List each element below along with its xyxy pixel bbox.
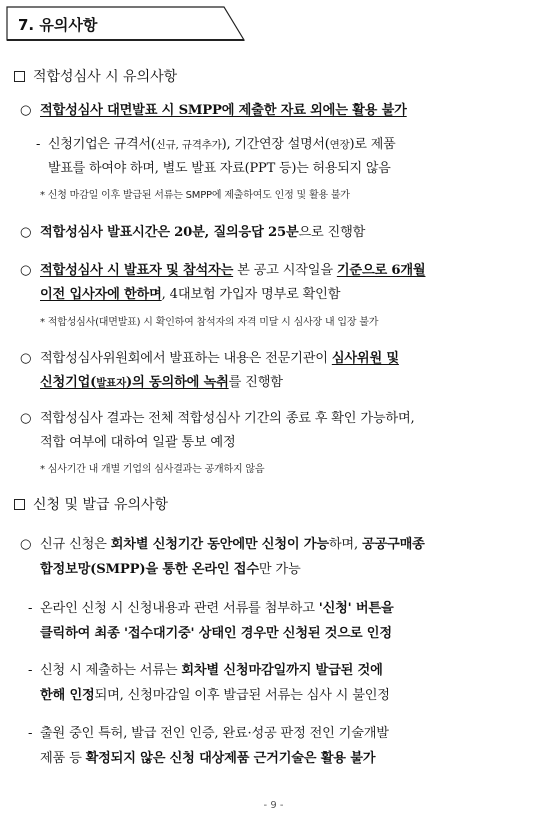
text: 신규, 규격추가 [155, 139, 222, 151]
text: 발표자 [96, 377, 127, 389]
circle-bullet-icon: ○ [20, 351, 32, 366]
sub2-dash2-line1 [28, 659, 383, 678]
sub2-dash3-line2 [40, 747, 375, 766]
square-bullet-icon [14, 71, 25, 82]
text: 신청 시 제출하는 서류는 [40, 663, 182, 678]
item5-note: * 심사기간 내 개별 기업의 심사결과는 공개하지 않음 [40, 464, 265, 475]
text: 출원 중인 특허, 발급 전인 인증, 완료·성공 판정 전인 기술개발 [40, 726, 389, 741]
text: 회차별 신청기간 동안에만 신청이 가능 [110, 537, 329, 552]
item4-line2 [40, 371, 283, 390]
item5-line2: 적합 여부에 대하여 일괄 통보 예정 [40, 435, 236, 450]
sub2-dash1-line1 [28, 597, 394, 616]
text: 온라인 신청 시 신청내용과 관련 서류를 첨부하고 [40, 601, 319, 616]
text: 신청기업은 규격서( [48, 137, 156, 152]
square-bullet-icon [14, 499, 25, 510]
text: 적합성심사 결과는 전체 적합성심사 기간의 종료 후 확인 가능하며, [40, 411, 415, 426]
text: 심사위원 및 [331, 351, 399, 366]
item1-detail-line1 [36, 133, 395, 152]
text: 신규 신청은 [40, 537, 111, 552]
item4-line1 [20, 347, 399, 366]
text: 제품 등 [40, 751, 86, 766]
sub2-dash3-line1 [28, 722, 389, 741]
item2-bold: 적합성심사 발표시간은 20분, 질의응답 25분 [40, 225, 299, 240]
text: )의 동의하에 녹취 [126, 375, 229, 390]
text: 이전 입사자에 한하며 [40, 287, 162, 302]
text: )로 제품 [349, 137, 396, 152]
text: 본 공고 시작일을 [233, 263, 337, 278]
item5-line1 [20, 407, 414, 426]
text: 합정보망(SMPP)을 통한 온라인 접수 [40, 562, 259, 577]
text: 확정되지 않은 신청 대상제품 근거기술은 활용 불가 [85, 751, 376, 766]
sub2-heading [14, 494, 168, 514]
text: 적합성심사위원회에서 발표하는 내용은 전문기관이 [40, 351, 332, 366]
text: 를 진행함 [228, 375, 283, 390]
item1-line [20, 99, 407, 118]
section-header [6, 6, 246, 42]
sub1-heading-text: 적합성심사 시 유의사항 [33, 69, 178, 85]
text: ), 기간연장 설명서( [221, 137, 330, 152]
text: 신청기업( [40, 375, 97, 390]
text: 하며, [328, 537, 362, 552]
section-title: 7. 유의사항 [18, 16, 98, 34]
dash-bullet: - [28, 663, 33, 678]
text: 기준으로 6개월 [336, 263, 426, 278]
circle-bullet-icon: ○ [20, 103, 32, 118]
item3-note: * 적합성심사(대면발표) 시 확인하여 참석자의 자격 미달 시 심사장 내 입장 불가 [40, 317, 379, 328]
item1-note: * 신청 마감일 이후 발급된 서류는 SMPP에 제출하여도 인정 및 활용 불가 [40, 190, 350, 201]
sub2-item-line2 [40, 558, 301, 577]
item1-text: 적합성심사 대면발표 시 SMPP에 제출한 자료 외에는 활용 불가 [40, 103, 407, 118]
text: , 4대보험 가입자 명부로 확인함 [161, 287, 341, 302]
text: 적합성심사 시 발표자 및 참석자는 [40, 263, 234, 278]
text: '신청' 버튼을 [318, 601, 394, 616]
dash-bullet: - [36, 137, 41, 152]
circle-bullet-icon: ○ [20, 537, 32, 552]
text: 한해 인정 [40, 688, 95, 703]
sub2-dash2-line2 [40, 684, 390, 703]
circle-bullet-icon: ○ [20, 411, 32, 426]
item1-detail-line2: 발표를 하여야 하며, 별도 발표 자료(PPT 등)는 허용되지 않음 [48, 161, 391, 176]
dash-bullet: - [28, 601, 33, 616]
text: 공공구매종 [361, 537, 425, 552]
text: 연장 [329, 139, 350, 151]
sub2-heading-text: 신청 및 발급 유의사항 [33, 497, 169, 513]
sub2-item-line1 [20, 533, 425, 552]
dash-bullet: - [28, 726, 33, 741]
sub1-heading [14, 66, 177, 86]
text: 회차별 신청마감일까지 발급된 것에 [181, 663, 383, 678]
circle-bullet-icon: ○ [20, 263, 32, 278]
circle-bullet-icon: ○ [20, 225, 32, 240]
item3-line2 [40, 283, 340, 302]
item2-text: 으로 진행함 [298, 225, 366, 240]
sub2-dash1-line2: 클릭하여 최종 '접수대기중' 상태인 경우만 신청된 것으로 인정 [40, 626, 392, 641]
item2-line [20, 221, 365, 240]
page-number: - 9 - [263, 800, 284, 811]
item3-line1 [20, 259, 425, 278]
text: 되며, 신청마감일 이후 발급된 서류는 심사 시 불인정 [94, 688, 390, 703]
text: 만 가능 [258, 562, 301, 577]
